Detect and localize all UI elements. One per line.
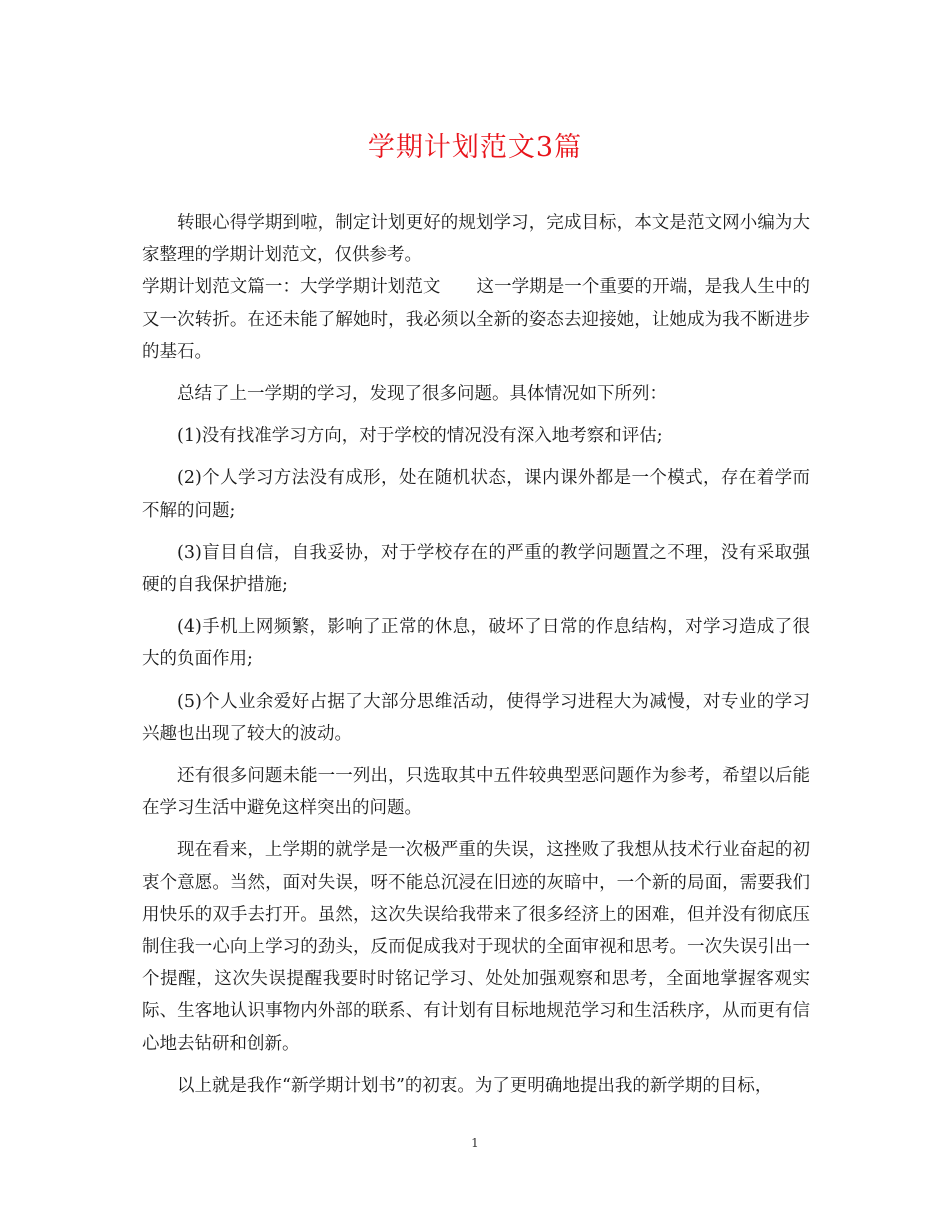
problem-item-3: (3)盲目自信，自我妥协，对于学校存在的严重的教学问题置之不理，没有采取强硬的自我保护措施; xyxy=(142,542,810,596)
section-1-lead: 这一学期是一个重要的开端，是我人生中的又一次转折。在还未能了解她时，我必须以全新的姿态去迎接她，让她成为我不断进步的基石。 xyxy=(142,277,811,362)
page-number: 1 xyxy=(471,1136,479,1150)
more-problems-paragraph: 还有很多问题未能一一列出，只选取其中五件较典型恶问题作为参考，希望以后能在学习生活中避免这样突出的问题。 xyxy=(142,766,810,819)
problem-item-1: (1)没有找准学习方向，对于学校的情况没有深入地考察和评估; xyxy=(177,426,663,447)
section-1-paragraph xyxy=(142,271,810,368)
closing-paragraph: 以上就是我作“新学期计划书”的初衷。为了更明确地提出我的新学期的目标， xyxy=(177,1075,773,1096)
intro-paragraph: 转眼心得学期到啦，制定计划更好的规划学习，完成目标，本文是范文网小编为大家整理的学期计划范文，仅供参考。 xyxy=(142,213,810,266)
summary-intro-paragraph: 总结了上一学期的学习，发现了很多问题。具体情况如下所列： xyxy=(177,384,667,405)
problem-item-4: (4)手机上网频繁，影响了正常的休息，破坏了日常的作息结构，对学习造成了很大的负面作用; xyxy=(142,617,810,670)
reflection-paragraph: 现在看来，上学期的就学是一次极严重的失误，这挫败了我想从技术行业奋起的初衷个意愿。当然，面对失误，呀不能总沉浸在旧迹的灰暗中，一个新的局面，需要我们用快乐的双手去打开。虽然，这次失误给我带来了很多经济上的困难，但并没有彻底压制住我一心向上学习的劲头，反而促成我对于现状的全面审视和思考。一次失误引出一个提醒，这次失误提醒我要时时铭记学习、处处加强观察和思考，全面地掌握客观实际、生客地认识事物内外部的联系、有计划有目标地规范学习和生活秩序，从而更有信心地去钻研和创新。 xyxy=(142,840,810,1054)
section-1-heading: 学期计划范文篇一：大学学期计划范文 xyxy=(142,277,441,298)
document-body xyxy=(142,207,810,1102)
problem-item-5: (5)个人业余爱好占据了大部分思维活动，使得学习进程大为减慢，对专业的学习兴趣也出现了较大的波动。 xyxy=(142,691,810,744)
problem-item-2: (2)个人学习方法没有成形，处在随机状态，课内课外都是一个模式，存在着学而不解的问题; xyxy=(142,468,810,521)
document-title: 学期计划范文3篇 xyxy=(367,132,583,163)
